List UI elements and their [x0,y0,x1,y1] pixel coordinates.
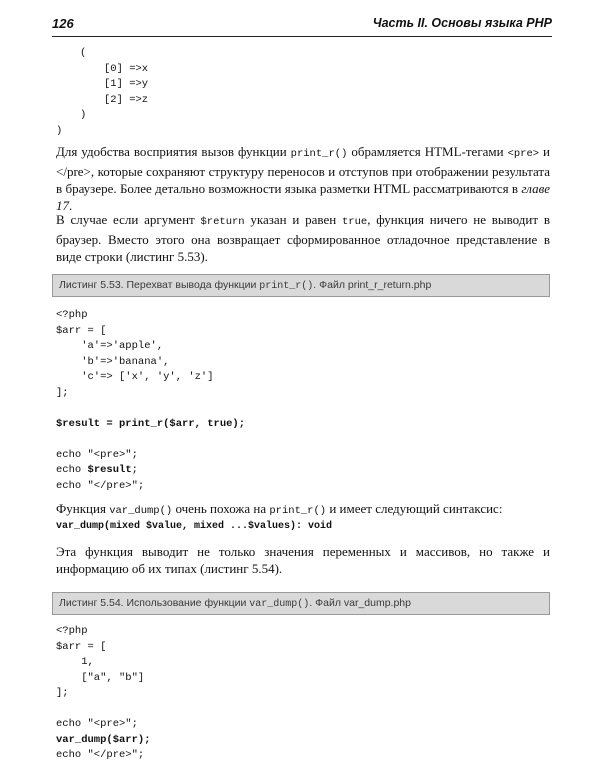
code-line: 'c'=> ['x', 'y', 'z'] [56,371,214,383]
code-line: ) [80,109,87,121]
code-line: ]; [56,386,69,399]
code-line: 1, [56,656,94,668]
listing-caption-5-54: Листинг 5.54. Использование функции var_dump(). Файл var_dump.php [52,592,550,615]
chapter-reference: главе 17 [56,181,550,213]
code-listing-5-53 [56,308,245,494]
function-syntax: var_dump(mixed $value, mixed ...$values): void [56,521,333,532]
paragraph-print-r-pre: Для удобства восприятия вызов функции print_r() обрамляется HTML-тегами <pre> и </pre>, которые сохраняют структуру переносов и отступов при отображении результата в браузере. Более детально возможности языка разметки HTML рассматриваются в главе 17. [56,144,550,213]
code-line: echo "</pre>"; [56,749,145,761]
listing-caption-5-53: Листинг 5.53. Перехват вывода функции print_r(). Файл print_r_return.php [52,274,550,297]
code-line: ["a", "b"] [56,671,145,684]
code-line: $arr = [ [56,640,107,653]
page-header [52,14,552,37]
code-line: 'a'=>'apple', [56,340,164,352]
code-line: <?php [56,625,88,637]
code-line: 'b'=>'banana', [56,355,170,368]
code-line: [0] =>x [104,62,149,75]
code-listing-5-54 [56,624,151,764]
code-line: echo "<pre>"; [56,448,138,461]
code-line: echo $result; [56,464,138,476]
code-line: echo "<pre>"; [56,718,138,730]
code-line: var_dump($arr); [56,733,151,746]
code-output-tail [56,46,148,139]
paragraph-return-arg: В случае если аргумент $return указан и равен true, функция ничего не выводит в браузер. Вместо этого она возвращает сформированное отладочное представление в виде строки (листинг 5.53). [56,212,550,264]
paragraph-var-dump-intro: Функция var_dump() очень похожа на print_r() и имеет следующий синтаксис: [56,501,503,517]
running-title: Часть II. Основы языка PHP [372,16,552,30]
page-number: 126 [52,16,74,31]
code-line: echo "</pre>"; [56,479,145,492]
code-line: $result = print_r($arr, true); [56,417,246,430]
code-line: ( [80,47,87,59]
code-line: ) [56,124,63,137]
paragraph-var-dump-desc: Эта функция выводит не только значения переменных и массивов, но также и информацию об их типах (листинг 5.54). [56,544,550,576]
code-line: [1] =>y [104,78,149,90]
code-line: $arr = [ [56,324,107,337]
code-line: [2] =>z [104,93,149,106]
code-line: <?php [56,309,88,321]
code-line: ]; [56,687,69,699]
